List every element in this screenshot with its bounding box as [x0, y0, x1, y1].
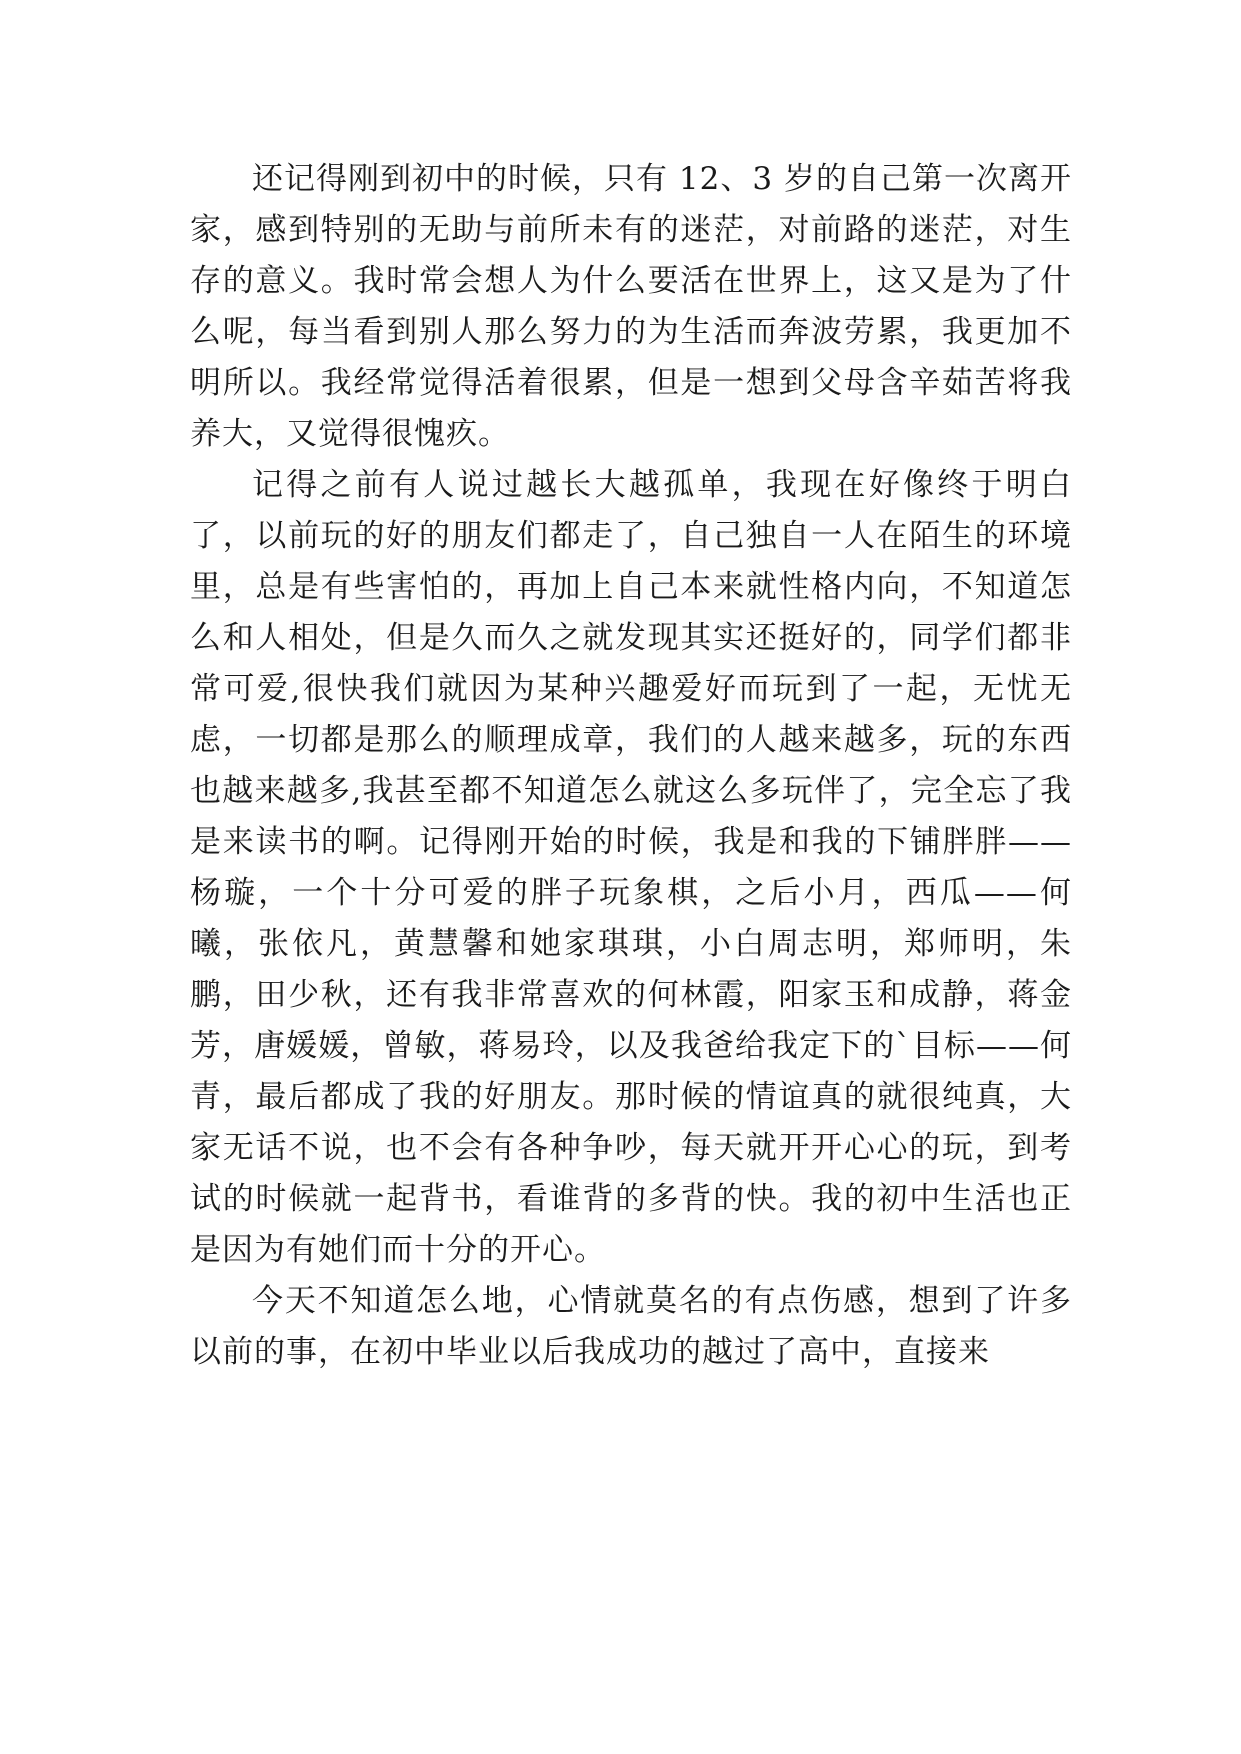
paragraph-3: 今天不知道怎么地，心情就莫名的有点伤感，想到了许多以前的事，在初中毕业以后我成功的越过了高中，直接来 [190, 1283, 1072, 1370]
paragraph-2: 记得之前有人说过越长大越孤单，我现在好像终于明白了，以前玩的好的朋友们都走了，自己独自一人在陌生的环境里，总是有些害怕的，再加上自己本来就性格内向，不知道怎么和人相处，但是久而久之就发现其实还挺好的，同学们都非常可爱,很快我们就因为某种兴趣爱好而玩到了一起，无忧无虑，一切都是那么的顺理成章，我们的人越来越多，玩的东西也越来越多,我甚至都不知道怎么就这么多玩伴了，完全忘了我是来读书的啊。记得刚开始的时候，我是和我的下铺胖胖——杨璇，一个十分可爱的胖子玩象棋，之后小月，西瓜——何曦，张依凡，黄慧馨和她家琪琪，小白周志明，郑师明，朱鹏，田少秋，还有我非常喜欢的何林霞，阳家玉和成静，蒋金芳，唐媛媛，曾敏，蒋易玲，以及我爸给我定下的`目标——何青，最后都成了我的好朋友。那时候的情谊真的就很纯真，大家无话不说，也不会有各种争吵，每天就开开心心的玩，到考试的时候就一起背书，看谁背的多背的快。我的初中生活也正是因为有她们而十分的开心。 [190, 467, 1072, 1268]
paragraph-1: 还记得刚到初中的时候，只有 12、3 岁的自己第一次离开家，感到特别的无助与前所未有的迷茫，对前路的迷茫，对生存的意义。我时常会想人为什么要活在世界上，这又是为了什么呢，每当看到别人那么努力的为生活而奔波劳累，我更加不明所以。我经常觉得活着很累，但是一想到父母含辛茹苦将我养大，又觉得很愧疚。 [190, 161, 1072, 452]
body-text [190, 154, 1072, 1378]
